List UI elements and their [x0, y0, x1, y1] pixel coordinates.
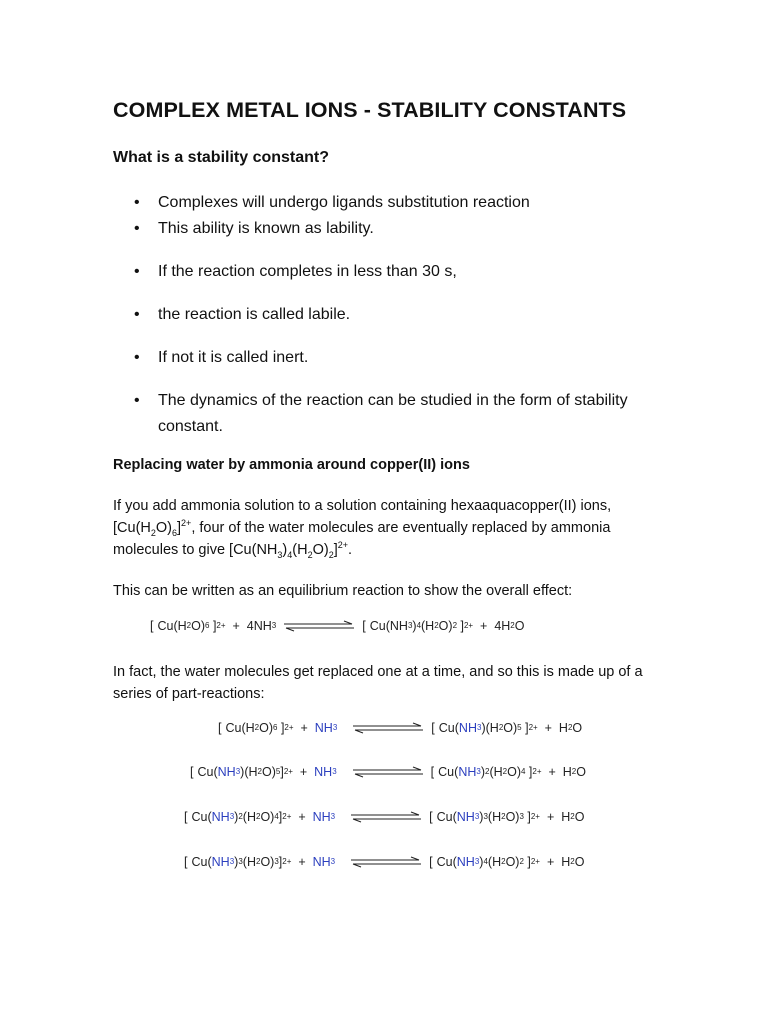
bullet-dot: •	[134, 263, 140, 280]
paragraph-hexaaquacopper: If you add ammonia solution to a solution containing hexaaquacopper(II) ions, $[Cu(H_2O)_6]^{2+}$, four of the water molecules are eventually replaced by ammonia molecules to give $[Cu(NH_3)_4(H_2O)_2]^{2+}$.	[113, 498, 612, 560]
equation-step-2: [ Cu( NH 3 ) (H 2 O) 5 ] 2+ + NH 3 [ Cu( NH 3 ) 2 (H 2 O) 4 ] 2+ + H 2 O	[190, 765, 586, 779]
equilibrium-arrow-icon	[284, 620, 354, 632]
equilibrium-arrow-icon	[351, 856, 421, 868]
bullet-list	[113, 190, 673, 440]
list-item-text: This ability is known as lability.	[158, 220, 374, 237]
bullet-dot: •	[134, 194, 140, 211]
bullet-dot: •	[134, 306, 140, 323]
list-item-text: If not it is called inert.	[158, 349, 309, 366]
paragraph-part-reactions: In fact, the water molecules get replaced one at a time, and so this is made up of a series of part-reactions:	[113, 664, 643, 702]
equation-step-4: [ Cu( NH 3 ) 3 (H 2 O) 3 ] 2+ + NH 3 [ Cu( NH 3 ) 4 (H 2 O) 2 ] 2+ + H 2 O	[184, 855, 585, 869]
equilibrium-arrow-icon	[353, 766, 423, 778]
page-title: COMPLEX METAL IONS - STABILITY CONSTANTS	[113, 98, 627, 122]
list-item	[113, 216, 673, 242]
equation-overall: [ Cu (H 2 O) 6 ] 2+ + 4NH 3 [ Cu( NH 3 ) 4 (H 2 O) 2 ] 2+ + 4H 2 O	[150, 619, 525, 633]
bullet-dot: •	[134, 220, 140, 237]
equilibrium-arrow-icon	[353, 722, 423, 734]
list-item-text: The dynamics of the reaction can be studied in the form of stability constant.	[158, 392, 628, 435]
list-item	[113, 190, 673, 216]
bullet-dot: •	[134, 349, 140, 366]
list-item	[113, 302, 673, 328]
list-item	[113, 388, 673, 440]
list-item-text: Complexes will undergo ligands substitution reaction	[158, 194, 530, 211]
subheading: What is a stability constant?	[113, 149, 330, 166]
equation-step-1: [ Cu (H 2 O) 6 ] 2+ + NH 3 [ Cu( NH 3 ) (H 2 O) 5 ] 2+ + H 2 O	[218, 721, 583, 735]
list-item-text: If the reaction completes in less than 30 s,	[158, 263, 457, 280]
paragraph-equilibrium: This can be written as an equilibrium reaction to show the overall effect:	[113, 583, 573, 599]
bullet-dot: •	[134, 392, 140, 409]
list-item	[113, 345, 673, 371]
list-item	[113, 259, 673, 285]
equation-step-3: [ Cu( NH 3 ) 2 (H 2 O) 4 ] 2+ + NH 3 [ Cu( NH 3 ) 3 (H 2 O) 3 ] 2+ + H 2 O	[184, 810, 585, 824]
equilibrium-arrow-icon	[351, 811, 421, 823]
list-item-text: the reaction is called labile.	[158, 306, 351, 323]
section-heading: Replacing water by ammonia around copper(II) ions	[113, 457, 470, 473]
